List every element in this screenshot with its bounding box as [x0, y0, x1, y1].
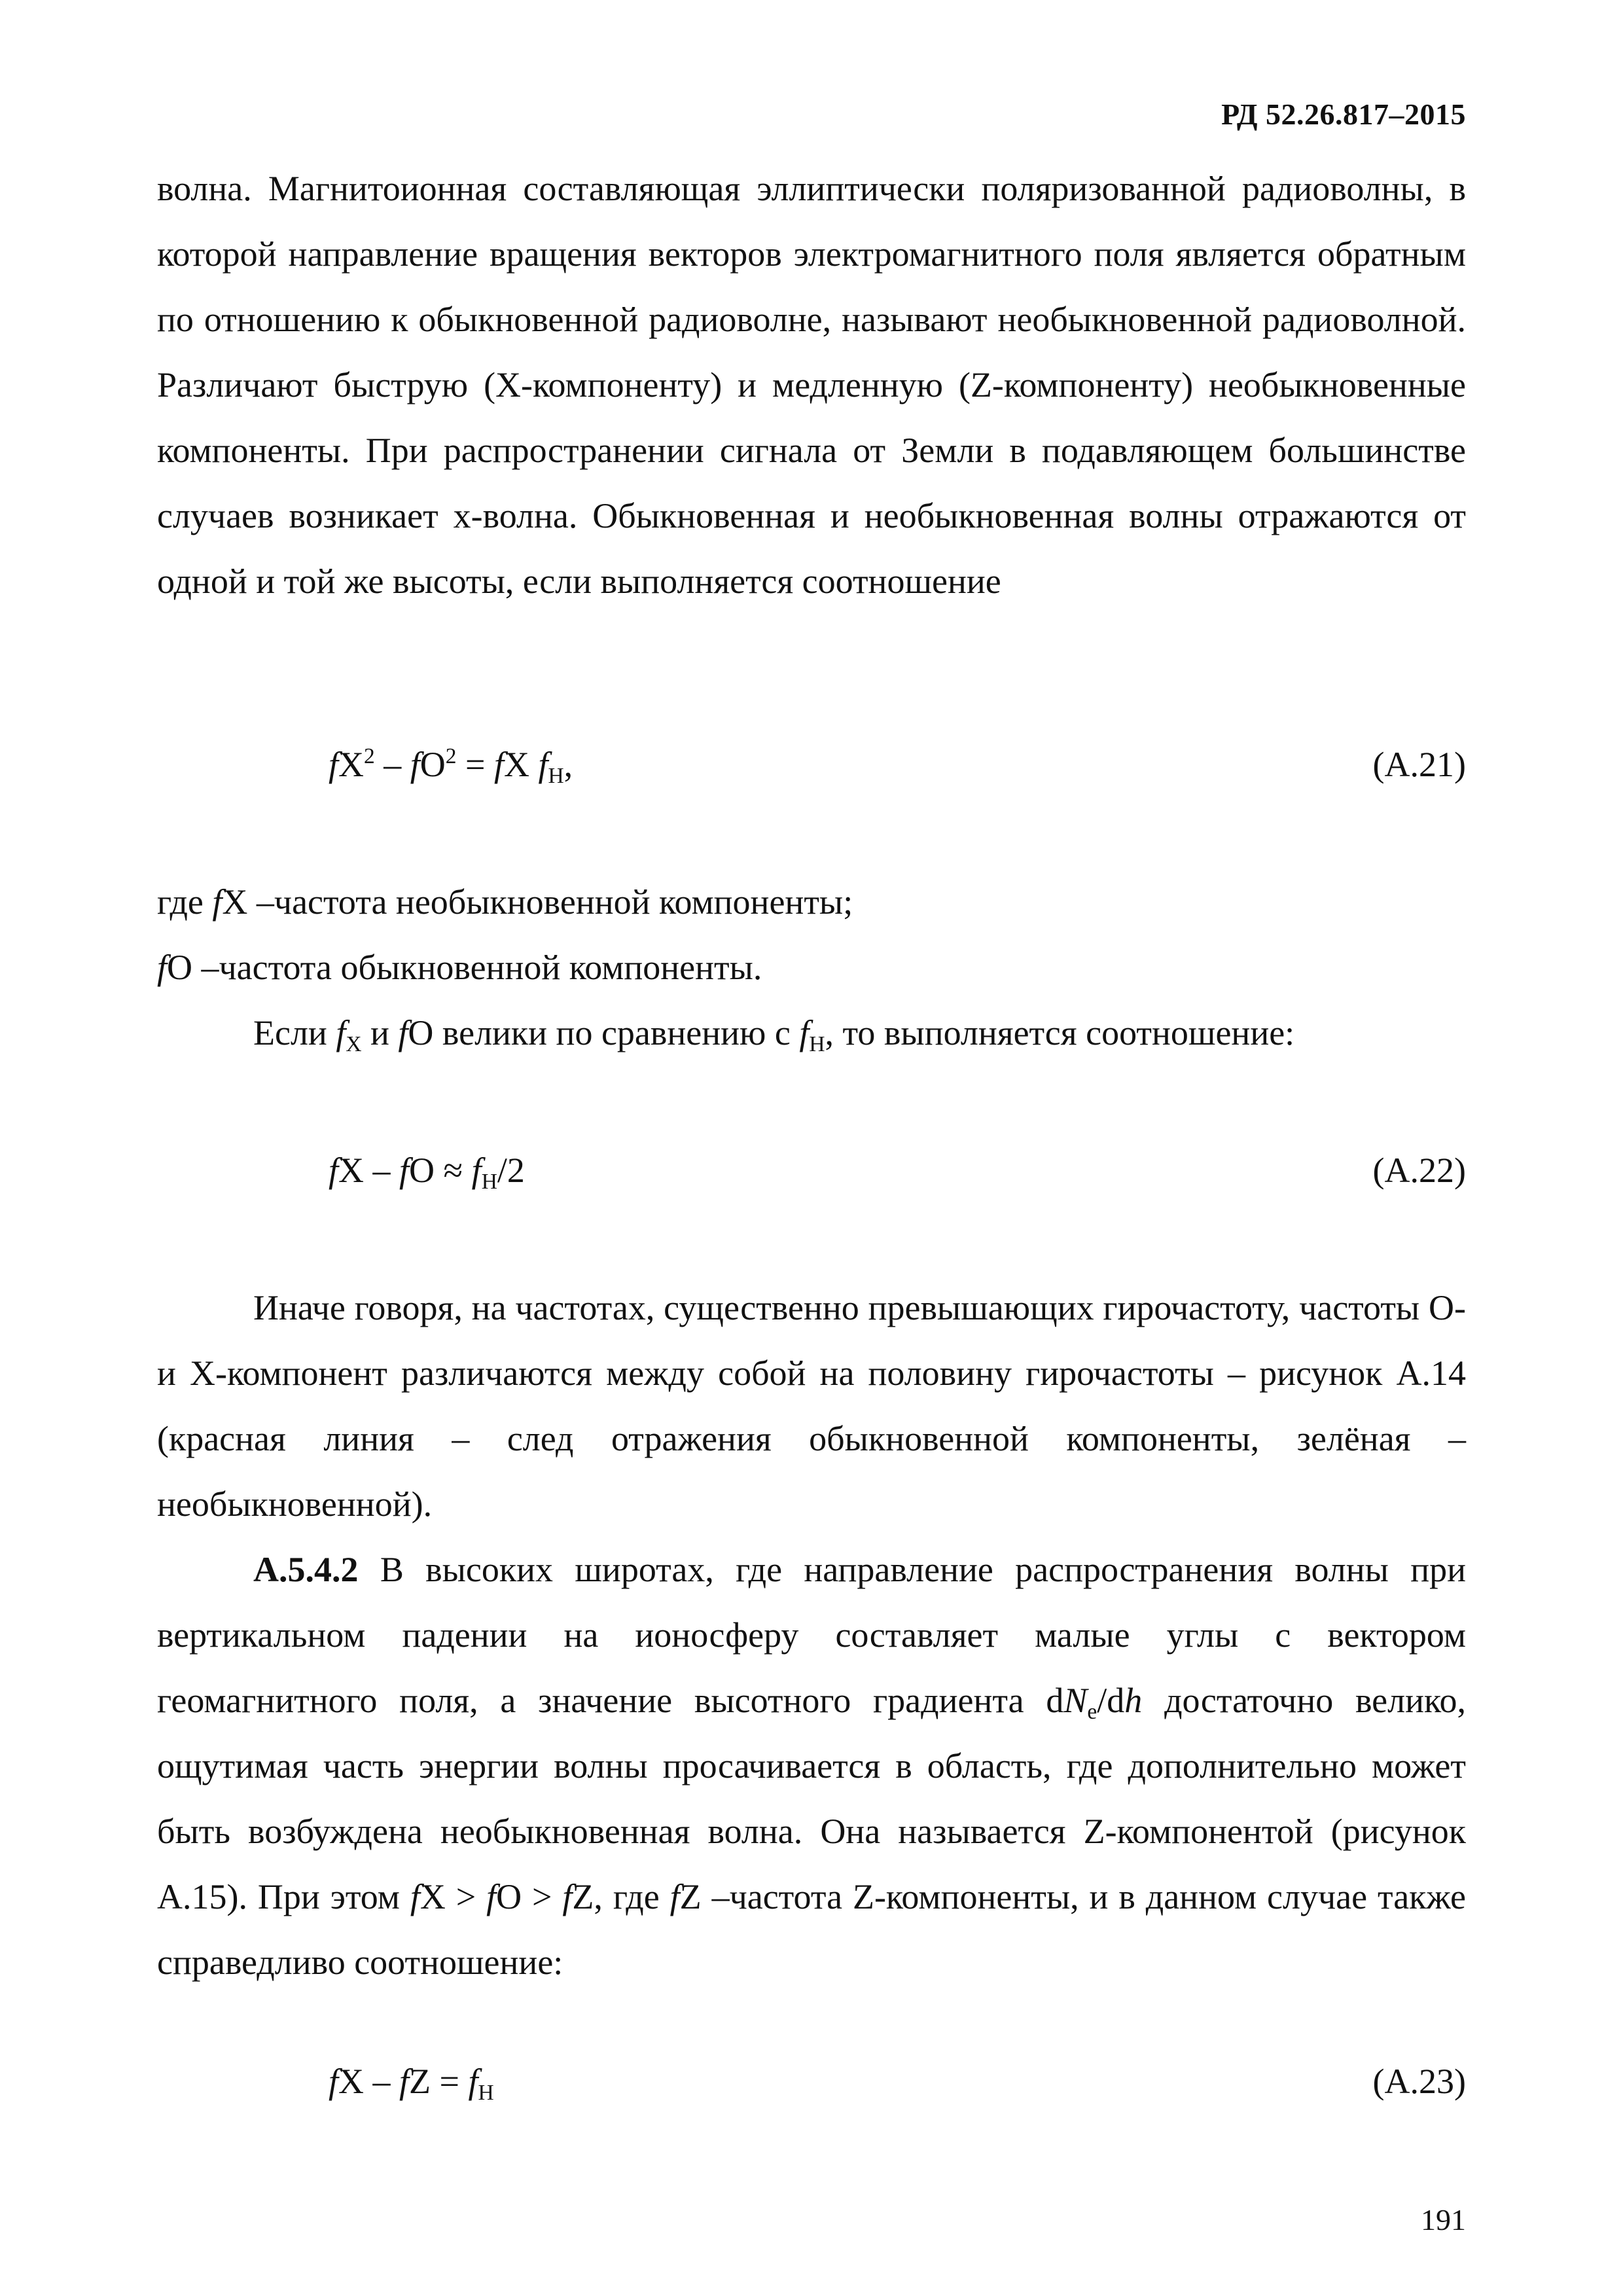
formula-a21-number: (А.21)	[1372, 745, 1466, 784]
formula-a21	[157, 732, 1466, 797]
formula-a22-expression: fX – fO ≈ $f_H/2$	[329, 1151, 525, 1194]
paragraph-if-large: Если $f_X$ и fO велики по сравнению с $f_H$, то выполняется соотношение:	[253, 1013, 1295, 1057]
paragraph-extraordinary-wave: волна. Магнитоионная составляющая эллиптически поляризованной радиоволны, в которой направление вращения векторов электромагнитного поля является обратным по отношению к обыкновенной радиоволне, называют необыкновенной радиоволной. Различают быструю (Х-компоненту) и медленную (Z-компоненту) необыкновенные компоненты. При распространении сигнала от Земли в подавляющем большинстве случаев возникает x-волна. Обыкновенная и необыкновенная волны отражаются от одной и той же высоты, если выполняется соотношение	[157, 169, 1466, 601]
formula-a23-number: (А.23)	[1372, 2062, 1466, 2101]
formula-a22	[157, 1138, 1466, 1203]
document-header: РД 52.26.817–2015	[1221, 98, 1466, 131]
formula-a21-expression: $fX^2 - fO^2$ = fX $f_H$,	[329, 744, 573, 789]
where-clause-fo: fO –частота обыкновенной компоненты.	[157, 948, 762, 987]
page-number: 191	[1421, 2203, 1466, 2236]
paragraph-otherwise: Иначе говоря, на частотах, существенно превышающих гирочастоту, частоты О- и Х-компонент различаются между собой на половину гирочастоты – рисунок А.14 (красная линия – след отражения обыкновенной компоненты, зелёная – необыкновенной).	[157, 1288, 1466, 1524]
section-a542-paragraph: А.5.4.2 В высоких широтах, где направление распространения волны при вертикальном падении на ионосферу составляет малые углы с вектором геомагнитного поля, а значение высотного градиента $dN_e/dh$ достаточно велико, ощутимая часть энергии волны просачивается в область, где дополнительно может быть возбуждена необыкновенная волна. Она называется Z-компонентой (рисунок А.15). При этом fX > fO > fZ, где fZ –частота Z-компоненты, и в данном случае также справедливо соотношение:	[157, 1550, 1466, 1982]
where-clause-fx: где fX –частота необыкновенной компоненты;	[157, 882, 853, 922]
formula-a23	[157, 2049, 1466, 2114]
section-number: А.5.4.2	[253, 1550, 359, 1589]
formula-a22-number: (А.22)	[1372, 1151, 1466, 1190]
formula-a23-expression: fX – fZ = $f_H$	[329, 2062, 494, 2106]
